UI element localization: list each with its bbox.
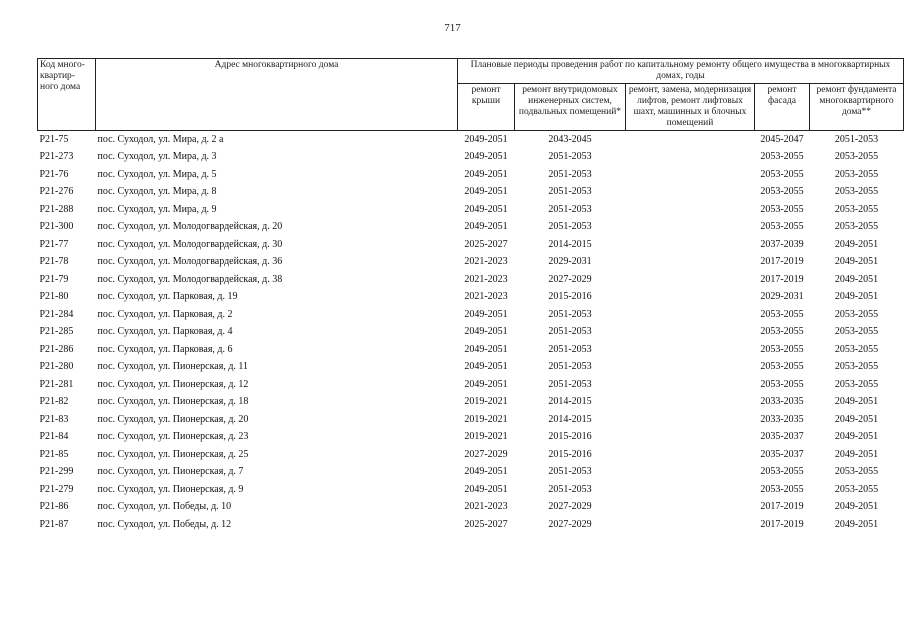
table-row — [38, 498, 904, 516]
cell-roof: 2019-2021 — [464, 413, 508, 425]
cell-foundation: 2049-2051 — [834, 448, 879, 460]
cell-address: пос. Суходол, ул. Пионерская, д. 7 — [97, 466, 244, 478]
cell-address: пос. Суходол, ул. Пионерская, д. 9 — [97, 483, 244, 495]
cell-lift — [626, 481, 755, 499]
cell-lift — [626, 271, 755, 289]
header-lift: ремонт, замена, модернизация лифтов, ремонт лифтовых шахт, машинных и блочных помещений — [626, 83, 755, 130]
cell-code: Р21-85 — [39, 448, 69, 460]
cell-roof: 2049-2051 — [464, 466, 508, 478]
cell-address: пос. Суходол, ул. Пионерская, д. 20 — [97, 413, 249, 425]
cell-code: Р21-79 — [39, 273, 69, 285]
cell-roof: 2019-2021 — [464, 396, 508, 408]
cell-code: Р21-279 — [39, 483, 74, 495]
cell-lift — [626, 183, 755, 201]
cell-facade: 2053-2055 — [760, 221, 804, 233]
cell-systems: 2051-2053 — [548, 361, 592, 373]
cell-address: пос. Суходол, ул. Парковая, д. 19 — [97, 291, 238, 303]
cell-roof: 2049-2051 — [464, 168, 508, 180]
table-row — [38, 481, 904, 499]
cell-foundation: 2053-2055 — [834, 186, 879, 198]
table-row — [38, 271, 904, 289]
cell-lift — [626, 253, 755, 271]
cell-facade: 2035-2037 — [760, 448, 804, 460]
cell-foundation: 2053-2055 — [834, 466, 879, 478]
cell-foundation: 2053-2055 — [834, 168, 879, 180]
cell-roof: 2049-2051 — [464, 308, 508, 320]
cell-lift — [626, 341, 755, 359]
cell-code: Р21-299 — [39, 466, 74, 478]
cell-facade: 2053-2055 — [760, 308, 804, 320]
cell-systems: 2051-2053 — [548, 308, 592, 320]
cell-code: Р21-273 — [39, 151, 74, 163]
cell-address: пос. Суходол, ул. Пионерская, д. 18 — [97, 396, 249, 408]
cell-address: пос. Суходол, ул. Пионерская, д. 11 — [97, 361, 249, 373]
cell-foundation: 2053-2055 — [834, 378, 879, 390]
cell-facade: 2053-2055 — [760, 168, 804, 180]
cell-roof: 2049-2051 — [464, 483, 508, 495]
cell-facade: 2035-2037 — [760, 431, 804, 443]
cell-address: пос. Суходол, ул. Молодогвардейская, д. 20 — [97, 221, 283, 233]
cell-foundation: 2053-2055 — [834, 361, 879, 373]
cell-code: Р21-84 — [39, 431, 69, 443]
cell-code: Р21-76 — [39, 168, 69, 180]
cell-lift — [626, 446, 755, 464]
table-row — [38, 323, 904, 341]
table-row — [38, 358, 904, 376]
header-foundation: ремонт фундамента многоквартирного дома** — [810, 83, 904, 130]
cell-address: пос. Суходол, ул. Пионерская, д. 23 — [97, 431, 249, 443]
cell-address: пос. Суходол, ул. Мира, д. 2 а — [97, 133, 224, 145]
table-row — [38, 341, 904, 359]
page-number: 717 — [444, 22, 461, 34]
table-row — [38, 130, 904, 148]
cell-address: пос. Суходол, ул. Пионерская, д. 25 — [97, 448, 249, 460]
cell-code: Р21-288 — [39, 203, 74, 215]
table-row — [38, 446, 904, 464]
header-systems: ремонт внутридомовых инженерных систем, подвальных помещений* — [515, 83, 626, 130]
table-row — [38, 218, 904, 236]
cell-foundation: 2049-2051 — [834, 238, 879, 250]
cell-facade: 2053-2055 — [760, 203, 804, 215]
cell-address: пос. Суходол, ул. Молодогвардейская, д. 36 — [97, 256, 283, 268]
cell-address: пос. Суходол, ул. Победы, д. 10 — [97, 501, 232, 513]
cell-lift — [626, 498, 755, 516]
repair-schedule-table — [37, 58, 904, 533]
cell-foundation: 2053-2055 — [834, 221, 879, 233]
cell-code: Р21-285 — [39, 326, 74, 338]
cell-facade: 2053-2055 — [760, 151, 804, 163]
cell-facade: 2017-2019 — [760, 273, 804, 285]
table-row — [38, 376, 904, 394]
table-row — [38, 411, 904, 429]
cell-code: Р21-280 — [39, 361, 74, 373]
cell-facade: 2053-2055 — [760, 466, 804, 478]
cell-foundation: 2049-2051 — [834, 291, 879, 303]
cell-roof: 2021-2023 — [464, 501, 508, 513]
cell-code: Р21-86 — [39, 501, 69, 513]
cell-address: пос. Суходол, ул. Молодогвардейская, д. 30 — [97, 238, 283, 250]
cell-address: пос. Суходол, ул. Мира, д. 3 — [97, 151, 217, 163]
cell-foundation: 2053-2055 — [834, 483, 879, 495]
cell-code: Р21-82 — [39, 396, 69, 408]
cell-lift — [626, 306, 755, 324]
cell-systems: 2027-2029 — [548, 273, 592, 285]
table-row — [38, 236, 904, 254]
table-row — [38, 463, 904, 481]
cell-lift — [626, 236, 755, 254]
cell-systems: 2051-2053 — [548, 186, 592, 198]
table-row — [38, 288, 904, 306]
cell-roof: 2049-2051 — [464, 221, 508, 233]
cell-facade: 2053-2055 — [760, 186, 804, 198]
cell-code: Р21-284 — [39, 308, 74, 320]
cell-foundation: 2049-2051 — [834, 431, 879, 443]
cell-systems: 2051-2053 — [548, 466, 592, 478]
cell-facade: 2029-2031 — [760, 291, 804, 303]
cell-systems: 2027-2029 — [548, 501, 592, 513]
cell-address: пос. Суходол, ул. Парковая, д. 2 — [97, 308, 233, 320]
cell-code: Р21-75 — [39, 133, 69, 145]
cell-roof: 2049-2051 — [464, 361, 508, 373]
table-body — [38, 130, 904, 533]
cell-address: пос. Суходол, ул. Мира, д. 8 — [97, 186, 217, 198]
cell-code: Р21-286 — [39, 343, 74, 355]
cell-code: Р21-276 — [39, 186, 74, 198]
cell-address: пос. Суходол, ул. Парковая, д. 6 — [97, 343, 233, 355]
cell-systems: 2051-2053 — [548, 151, 592, 163]
cell-systems: 2015-2016 — [548, 431, 592, 443]
cell-lift — [626, 166, 755, 184]
cell-facade: 2053-2055 — [760, 378, 804, 390]
table-row — [38, 183, 904, 201]
table-row — [38, 428, 904, 446]
header-roof: ремонт крыши — [458, 83, 515, 130]
table-header — [38, 59, 904, 131]
cell-code: Р21-77 — [39, 238, 69, 250]
cell-facade: 2053-2055 — [760, 361, 804, 373]
cell-foundation: 2049-2051 — [834, 413, 879, 425]
header-periods-group: Плановые периоды проведения работ по капитальному ремонту общего имущества в многоквартирных домах, годы — [458, 59, 904, 84]
cell-lift — [626, 393, 755, 411]
cell-roof: 2049-2051 — [464, 378, 508, 390]
table-row — [38, 393, 904, 411]
cell-foundation: 2053-2055 — [834, 343, 879, 355]
cell-lift — [626, 130, 755, 148]
cell-lift — [626, 358, 755, 376]
cell-systems: 2014-2015 — [548, 413, 592, 425]
cell-address: пос. Суходол, ул. Мира, д. 5 — [97, 168, 217, 180]
cell-lift — [626, 288, 755, 306]
cell-foundation: 2049-2051 — [834, 256, 879, 268]
cell-systems: 2051-2053 — [548, 483, 592, 495]
table-row — [38, 306, 904, 324]
cell-facade: 2053-2055 — [760, 343, 804, 355]
cell-systems: 2043-2045 — [548, 133, 592, 145]
cell-systems: 2014-2015 — [548, 238, 592, 250]
cell-foundation: 2049-2051 — [834, 396, 879, 408]
cell-lift — [626, 411, 755, 429]
cell-facade: 2033-2035 — [760, 413, 804, 425]
cell-foundation: 2053-2055 — [834, 203, 879, 215]
cell-code: Р21-83 — [39, 413, 69, 425]
cell-facade: 2053-2055 — [760, 326, 804, 338]
cell-foundation: 2049-2051 — [834, 501, 879, 513]
cell-roof: 2049-2051 — [464, 151, 508, 163]
cell-code: Р21-80 — [39, 291, 69, 303]
cell-foundation: 2053-2055 — [834, 326, 879, 338]
cell-lift — [626, 516, 755, 534]
cell-roof: 2019-2021 — [464, 431, 508, 443]
cell-roof: 2049-2051 — [464, 343, 508, 355]
cell-roof: 2049-2051 — [464, 203, 508, 215]
cell-roof: 2049-2051 — [464, 326, 508, 338]
cell-roof: 2027-2029 — [464, 448, 508, 460]
cell-facade: 2017-2019 — [760, 518, 804, 530]
cell-code: Р21-87 — [39, 518, 69, 530]
cell-roof: 2021-2023 — [464, 291, 508, 303]
table-row — [38, 148, 904, 166]
table-row — [38, 253, 904, 271]
cell-systems: 2015-2016 — [548, 291, 592, 303]
cell-roof: 2049-2051 — [464, 186, 508, 198]
cell-code: Р21-78 — [39, 256, 69, 268]
cell-address: пос. Суходол, ул. Мира, д. 9 — [97, 203, 217, 215]
cell-lift — [626, 218, 755, 236]
cell-systems: 2027-2029 — [548, 518, 592, 530]
cell-facade: 2033-2035 — [760, 396, 804, 408]
cell-systems: 2015-2016 — [548, 448, 592, 460]
cell-foundation: 2051-2053 — [834, 133, 879, 145]
cell-foundation: 2053-2055 — [834, 151, 879, 163]
cell-roof: 2021-2023 — [464, 273, 508, 285]
cell-roof: 2049-2051 — [464, 133, 508, 145]
cell-address: пос. Суходол, ул. Молодогвардейская, д. 38 — [97, 273, 283, 285]
cell-code: Р21-281 — [39, 378, 74, 390]
cell-facade: 2045-2047 — [760, 133, 804, 145]
cell-systems: 2014-2015 — [548, 396, 592, 408]
cell-lift — [626, 463, 755, 481]
cell-foundation: 2053-2055 — [834, 308, 879, 320]
cell-systems: 2051-2053 — [548, 326, 592, 338]
cell-facade: 2017-2019 — [760, 501, 804, 513]
header-code: Код много-квартир-ного дома — [38, 59, 96, 131]
cell-lift — [626, 428, 755, 446]
cell-systems: 2051-2053 — [548, 343, 592, 355]
cell-address: пос. Суходол, ул. Пионерская, д. 12 — [97, 378, 249, 390]
cell-address: пос. Суходол, ул. Победы, д. 12 — [97, 518, 232, 530]
cell-systems: 2051-2053 — [548, 378, 592, 390]
cell-systems: 2051-2053 — [548, 221, 592, 233]
cell-facade: 2017-2019 — [760, 256, 804, 268]
cell-lift — [626, 323, 755, 341]
cell-foundation: 2049-2051 — [834, 518, 879, 530]
cell-code: Р21-300 — [39, 221, 74, 233]
cell-address: пос. Суходол, ул. Парковая, д. 4 — [97, 326, 233, 338]
cell-roof: 2021-2023 — [464, 256, 508, 268]
cell-systems: 2051-2053 — [548, 203, 592, 215]
cell-facade: 2037-2039 — [760, 238, 804, 250]
header-facade: ремонт фасада — [755, 83, 810, 130]
table-row — [38, 516, 904, 534]
cell-roof: 2025-2027 — [464, 238, 508, 250]
cell-lift — [626, 376, 755, 394]
cell-systems: 2051-2053 — [548, 168, 592, 180]
table-row — [38, 166, 904, 184]
cell-foundation: 2049-2051 — [834, 273, 879, 285]
cell-facade: 2053-2055 — [760, 483, 804, 495]
table-row — [38, 201, 904, 219]
cell-roof: 2025-2027 — [464, 518, 508, 530]
cell-systems: 2029-2031 — [548, 256, 592, 268]
cell-lift — [626, 201, 755, 219]
header-address: Адрес многоквартирного дома — [96, 59, 458, 131]
cell-lift — [626, 148, 755, 166]
